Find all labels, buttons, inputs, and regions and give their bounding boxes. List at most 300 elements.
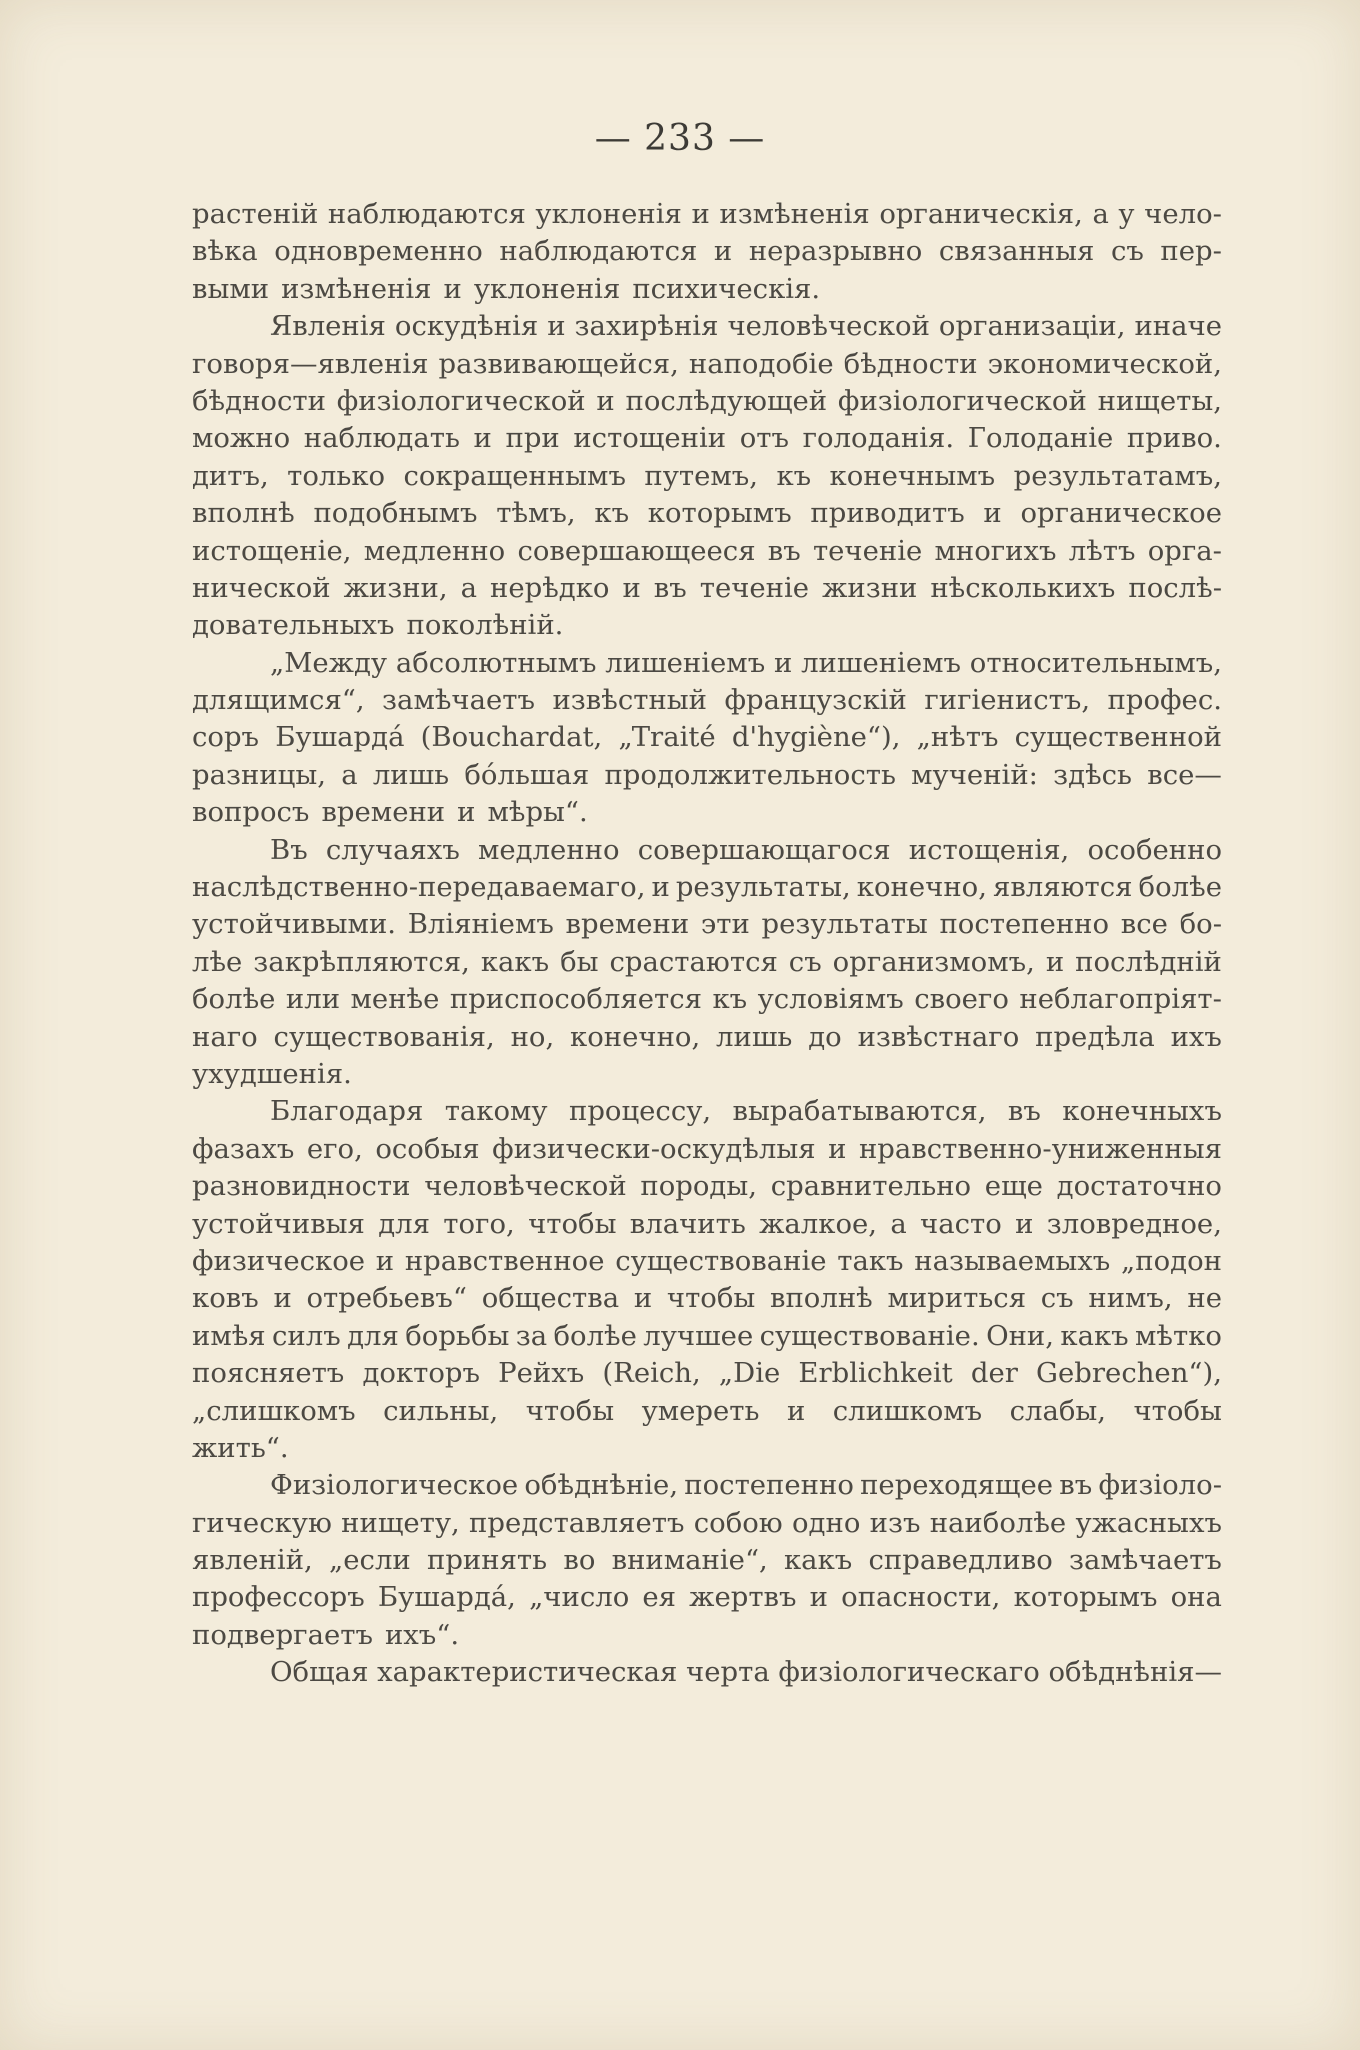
text-line (192, 645, 1222, 682)
word: такъ (837, 1244, 904, 1277)
text-line (192, 794, 1222, 831)
word: извѣстный (552, 684, 707, 717)
word: процессу, (568, 1095, 712, 1128)
word: бѣдности (192, 384, 326, 417)
word: извѣстнаго (857, 1020, 1020, 1053)
word: зловредное, (1046, 1207, 1222, 1240)
word: измѣненія (281, 272, 432, 305)
word: достаточно (1056, 1170, 1222, 1203)
word: времени (321, 796, 446, 829)
word: и (622, 571, 641, 604)
word: съ (1110, 235, 1144, 268)
text-line (192, 533, 1222, 570)
word: того, (443, 1207, 515, 1240)
word: постепенно (684, 1469, 854, 1502)
word: уклоненія (473, 272, 621, 305)
word: и (691, 198, 710, 230)
word: своего (914, 983, 1009, 1016)
word: которымъ (1013, 1581, 1158, 1614)
word: и (273, 1282, 292, 1315)
word: и (547, 310, 566, 343)
word: поясняетъ (192, 1357, 345, 1390)
word: результаты, (675, 871, 851, 904)
text-line (192, 1505, 1222, 1542)
word: чтобы (1133, 1394, 1222, 1427)
word: собою (693, 1506, 783, 1539)
text-line (192, 1542, 1222, 1579)
word: истощеніи (573, 422, 727, 455)
word: экономической, (987, 347, 1222, 380)
word: физіологической (837, 384, 1087, 417)
word: устойчивыми. (192, 908, 397, 941)
word: „подон (1121, 1244, 1222, 1277)
word: Явленія (270, 310, 386, 343)
word: наподобіе (688, 347, 834, 380)
word: для (378, 1207, 430, 1240)
word: жизни (822, 571, 918, 604)
text-line (192, 1280, 1222, 1317)
word: и (809, 1581, 829, 1614)
word: „если (329, 1544, 411, 1577)
word: наслѣдственно-передаваемаго, (192, 871, 646, 904)
word: нравственно-униженныя (858, 1132, 1222, 1165)
word: существованія, (273, 1020, 495, 1053)
word: голоданія. (802, 422, 955, 455)
word: сильны, (383, 1394, 499, 1427)
text-line (192, 1318, 1222, 1355)
word: подвергаетъ (192, 1618, 373, 1651)
word: существованіе (615, 1244, 827, 1277)
word: справедливо (868, 1544, 1053, 1577)
word: болѣе (192, 983, 276, 1016)
word: Они, (986, 1319, 1055, 1352)
word: явленій, (192, 1544, 313, 1577)
word: медленно (363, 534, 506, 567)
word: der (970, 1357, 1018, 1390)
word: какъ (783, 1544, 853, 1577)
word: лѣтъ (1068, 534, 1136, 567)
word: можно (192, 422, 291, 455)
word: разновидности (192, 1170, 411, 1203)
text-line (192, 981, 1222, 1018)
text-line (192, 1355, 1222, 1392)
word: d'hygiène“), (731, 721, 901, 754)
word: менѣе (350, 983, 440, 1016)
word: вырабатываются, (732, 1095, 987, 1128)
word: захирѣнія (574, 310, 719, 343)
word: теченіе (699, 571, 810, 604)
word: устойчивыя (192, 1207, 365, 1240)
text-line (192, 944, 1222, 981)
word: ухудшенія. (192, 1057, 352, 1090)
word: говоря—явленія (192, 347, 429, 380)
word: ихъ“. (384, 1618, 460, 1651)
word: борьбы (405, 1319, 510, 1352)
word: чтобы (528, 1207, 617, 1240)
word: жизни, (343, 571, 448, 604)
word: слабы, (1009, 1394, 1107, 1427)
word: болѣе (1138, 871, 1222, 904)
page-number: — 233 — (594, 118, 766, 159)
word: поколѣній. (406, 609, 564, 642)
word: психическія. (632, 272, 821, 305)
word: въ (653, 571, 687, 604)
word: существованіе. (759, 1319, 980, 1352)
word: общества (481, 1282, 620, 1315)
word: бѣдности (843, 347, 978, 380)
text-line (192, 682, 1222, 719)
word: бо- (1179, 908, 1222, 941)
body-text (192, 196, 1222, 1692)
word: тѣмъ, (496, 497, 576, 530)
word: мѣры“. (487, 796, 588, 829)
word: сравнительно (770, 1170, 972, 1203)
word: постепенно (939, 908, 1110, 941)
text-line (192, 458, 1222, 495)
word: одно (792, 1506, 861, 1539)
word: для (347, 1319, 399, 1352)
word: часто (920, 1207, 1002, 1240)
word: нищету, (341, 1506, 460, 1539)
word: орга- (1147, 534, 1222, 567)
word: или (285, 983, 341, 1016)
word: особенно (1087, 833, 1222, 866)
word: мученій: (911, 758, 1038, 791)
word: органическія, (879, 198, 1083, 230)
word: и (828, 1132, 847, 1165)
text-line (192, 832, 1222, 869)
word: результатамъ, (1013, 459, 1222, 492)
word: Бушардá, (377, 1581, 516, 1614)
word: бóльшая (464, 758, 590, 791)
word: вѣка (192, 235, 258, 268)
word: въ (1007, 1095, 1041, 1128)
word: вниманіе“, (611, 1544, 768, 1577)
text-line (192, 1131, 1222, 1168)
word: (Reich, (602, 1357, 701, 1390)
word: послѣдній (1075, 945, 1222, 978)
word: приводитъ (810, 497, 965, 530)
word: мириться (887, 1282, 1027, 1315)
word: обѣднѣніе, (524, 1469, 679, 1502)
word: ихъ (1170, 1020, 1222, 1053)
word: профес. (1107, 684, 1222, 717)
word: конечнымъ (829, 459, 996, 492)
word: особыя (375, 1132, 480, 1165)
word: чтобы (666, 1282, 756, 1315)
word: физически-оскудѣлыя (492, 1132, 816, 1165)
word: нической (192, 571, 331, 604)
word: Gebrechen“), (1036, 1357, 1222, 1390)
word: человѣческой (727, 310, 930, 343)
word: но, (510, 1020, 555, 1053)
word: совершающагося (637, 833, 891, 866)
word: организмомъ, (832, 945, 1035, 978)
word: во (563, 1544, 596, 1577)
word: чтобы (525, 1394, 615, 1427)
word: гигіенистъ, (924, 684, 1091, 717)
word: обѣднѣнія— (1048, 1656, 1222, 1689)
word: принять (426, 1544, 548, 1577)
word: измѣненія (719, 198, 870, 230)
word: являются (992, 871, 1133, 904)
word: нищеты, (1097, 384, 1222, 417)
text-line (192, 1093, 1222, 1130)
word: Физіологическое (270, 1469, 519, 1502)
word: подобнымъ (313, 497, 478, 530)
word: слишкомъ (832, 1394, 983, 1427)
word: наго (192, 1020, 258, 1053)
word: ковъ (192, 1282, 259, 1315)
word: эти (700, 908, 750, 941)
word: черта (686, 1656, 770, 1689)
word: физіоло- (1098, 1469, 1222, 1502)
word: уклоненія (535, 198, 682, 230)
word: ужасныхъ (1075, 1506, 1222, 1539)
word: здѣсь (1053, 758, 1133, 791)
word: предѣла (1035, 1020, 1155, 1053)
word: Въ (270, 833, 308, 866)
word: физіологическаго (778, 1656, 1040, 1689)
word: и (443, 272, 462, 305)
word: и (713, 235, 733, 268)
word: и (773, 646, 793, 679)
word: нравственное (404, 1244, 605, 1277)
word: все (1120, 908, 1168, 941)
word: влачить (629, 1207, 746, 1240)
word: не (1187, 1282, 1222, 1315)
word: еще (984, 1170, 1043, 1203)
word: жить“. (192, 1431, 289, 1464)
word: болѣе (553, 1319, 637, 1352)
word: вопросъ (192, 796, 310, 829)
word: и (633, 1282, 653, 1315)
word: Рейхъ (498, 1357, 585, 1390)
word: довательныхъ (192, 609, 395, 642)
text-line (192, 869, 1222, 906)
word: времени (565, 908, 690, 941)
word: замѣчаетъ (382, 684, 535, 717)
word: наиболѣе (929, 1506, 1067, 1539)
word: условіямъ (757, 983, 904, 1016)
word: продолжительность (604, 758, 896, 791)
word: „Die (718, 1357, 781, 1390)
word: растеній (192, 198, 319, 230)
word: она (1170, 1581, 1222, 1614)
word: съ (788, 945, 822, 978)
text-line (192, 1579, 1222, 1616)
word: и (457, 796, 476, 829)
word: человѣческой (424, 1170, 627, 1203)
word: изъ (869, 1506, 921, 1539)
word: организаціи, (938, 310, 1126, 343)
word: называемыхъ (914, 1244, 1111, 1277)
word: при (505, 422, 560, 455)
word: физіологической (336, 384, 586, 417)
word: нимъ, (1088, 1282, 1173, 1315)
word: профессоръ (192, 1581, 365, 1614)
text-line (192, 1430, 1222, 1467)
text-line (192, 196, 1222, 233)
word: пер- (1160, 235, 1222, 268)
word: лишеніемъ (605, 646, 766, 679)
word: Erblichkeit (798, 1357, 953, 1390)
word: Голоданіе (967, 422, 1114, 455)
word: такому (444, 1095, 548, 1128)
word: лишь (716, 1020, 793, 1053)
word: „Traité (618, 721, 716, 754)
word: нѣсколькихъ (930, 571, 1116, 604)
word: ея (642, 1581, 677, 1614)
word: приспособляется (449, 983, 702, 1016)
word: наблюдаются (327, 198, 526, 230)
word: срастаются (609, 945, 778, 978)
word: которымъ (647, 497, 792, 530)
text-line (192, 757, 1222, 794)
word: вполнѣ (192, 497, 295, 530)
word: „число (529, 1581, 630, 1614)
word: въ (767, 534, 801, 567)
word: съ (1040, 1282, 1074, 1315)
word: умереть (641, 1394, 760, 1427)
word: какъ (1060, 1319, 1129, 1352)
word: отъ (739, 422, 790, 455)
word: и (473, 422, 492, 455)
word: лишь (372, 758, 450, 791)
word: нерѣдко (489, 571, 610, 604)
word: иначе (1134, 310, 1222, 343)
word: и (1045, 945, 1065, 978)
text-line (192, 1243, 1222, 1280)
word: отребьевъ“ (306, 1282, 467, 1315)
word: къ (594, 497, 630, 530)
word: многихъ (934, 534, 1057, 567)
word: конечно, (856, 871, 987, 904)
text-line (192, 1654, 1222, 1691)
word: разницы, (192, 758, 326, 791)
word: имѣя (192, 1319, 266, 1352)
text-line (192, 719, 1222, 756)
word: вполнѣ (770, 1282, 873, 1315)
word: французскій (724, 684, 907, 717)
word: къ (712, 983, 748, 1016)
word: лучшее (643, 1319, 754, 1352)
word: жертвъ (689, 1581, 797, 1614)
word: существенной (1014, 721, 1222, 754)
word: за (515, 1319, 548, 1352)
word: путемъ, (644, 459, 759, 492)
text-line (192, 308, 1222, 345)
word: замѣчаетъ (1069, 1544, 1222, 1577)
word: а (341, 758, 358, 791)
text-line (192, 233, 1222, 270)
word: въ (1059, 1469, 1093, 1502)
word: у (1118, 198, 1135, 230)
word: неразрывно (748, 235, 923, 268)
word: абсолютнымъ (395, 646, 597, 679)
word: а (460, 571, 477, 604)
word: Бушардá (275, 721, 405, 754)
word: Благодаря (270, 1095, 424, 1128)
word: бы (560, 945, 599, 978)
word: и (1015, 1207, 1034, 1240)
word: послѣ- (1128, 571, 1222, 604)
word: и (786, 1394, 806, 1427)
word: и (596, 384, 615, 417)
word: къ (776, 459, 812, 492)
text-line (192, 607, 1222, 644)
word: оскудѣнія (394, 310, 539, 343)
word: жалкое, (759, 1207, 878, 1240)
word: и (983, 497, 1002, 530)
text-line (192, 1393, 1222, 1430)
word: физическое (192, 1244, 366, 1277)
word: и (375, 1244, 395, 1277)
word: его, (306, 1132, 363, 1165)
word: „слишкомъ (192, 1394, 356, 1427)
word: наблюдать (303, 422, 460, 455)
word: органическое (1020, 497, 1222, 530)
word: послѣдующей (625, 384, 828, 417)
word: докторъ (362, 1357, 480, 1390)
word: одновременно (274, 235, 483, 268)
word: истощенія, (908, 833, 1070, 866)
word: опасности, (841, 1581, 1001, 1614)
word: соръ (192, 721, 260, 754)
word: силъ (272, 1319, 341, 1352)
word: породы, (640, 1170, 757, 1203)
word: гическую (192, 1506, 332, 1539)
text-line (192, 1617, 1222, 1654)
word: и (651, 871, 670, 904)
word: выми (192, 272, 270, 305)
word: „нѣтъ (916, 721, 999, 754)
text-line (192, 1056, 1222, 1093)
word: лѣе (192, 945, 243, 978)
word: связанныя (938, 235, 1095, 268)
word: фазахъ (192, 1132, 295, 1165)
word: мѣтко (1135, 1319, 1222, 1352)
word: Вліяніемъ (407, 908, 554, 941)
word: развивающейся, (438, 347, 679, 380)
text-line (192, 1168, 1222, 1205)
word: дитъ, (192, 459, 269, 492)
word: приво. (1126, 422, 1222, 455)
word: а (1092, 198, 1109, 230)
word: представляетъ (469, 1506, 685, 1539)
word: закрѣпляются, (253, 945, 470, 978)
word: все— (1147, 758, 1222, 791)
text-line (192, 1019, 1222, 1056)
word: конечныхъ (1062, 1095, 1222, 1128)
word: случаяхъ (325, 833, 460, 866)
word: какъ (480, 945, 550, 978)
text-line (192, 1206, 1222, 1243)
word: только (287, 459, 386, 492)
word: характеристическая (377, 1656, 678, 1689)
word: наблюдаются (499, 235, 698, 268)
text-line (192, 420, 1222, 457)
word: конечно, (570, 1020, 701, 1053)
word: чело- (1144, 198, 1222, 230)
word: „Между (270, 646, 388, 679)
word: лишеніемъ (801, 646, 962, 679)
text-line (192, 570, 1222, 607)
word: относительнымъ, (969, 646, 1222, 679)
word: истощеніе, (192, 534, 352, 567)
word: (Bouchardat, (420, 721, 603, 754)
text-line (192, 495, 1222, 532)
